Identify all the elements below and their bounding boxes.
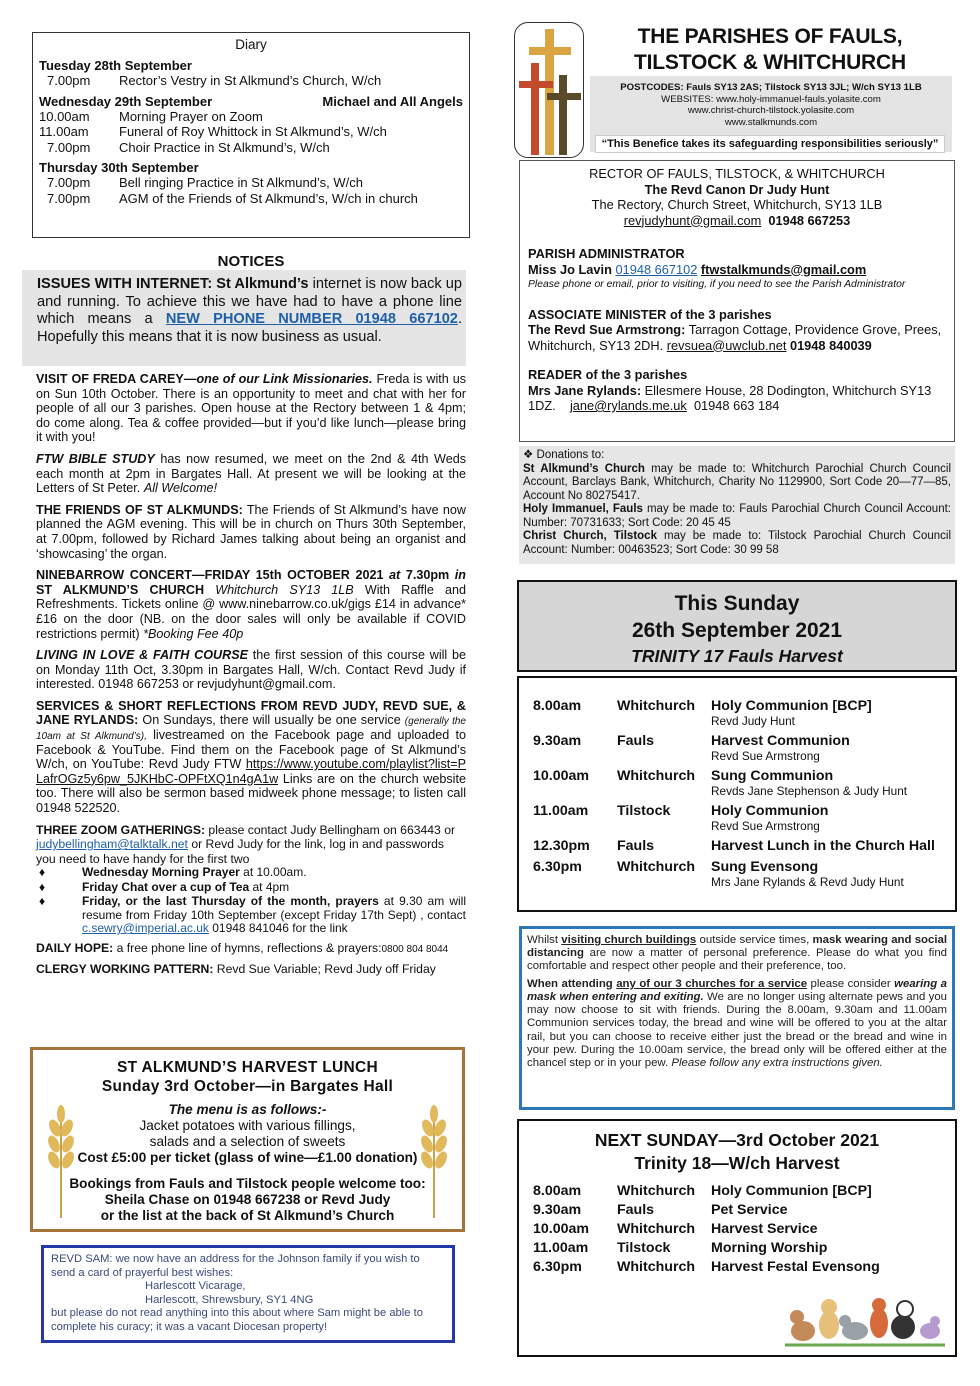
service-name: Harvest Lunch in the Church Hall: [711, 838, 935, 854]
this-sunday-line1: This Sunday: [674, 592, 800, 615]
zoom-item: [36, 895, 466, 936]
ninebarrow-fee: *Booking Fee 40p: [143, 626, 244, 641]
freda-lead-italic: one of our Link Missionaries.: [196, 372, 373, 386]
visiting-guidance-box: [519, 926, 955, 1110]
service-name: Sung Communion: [711, 768, 834, 784]
postcodes: POSTCODES: Fauls SY13 2AS; Tilstock SY13 3JL; W/ch SY13 1LB: [620, 82, 922, 93]
rector-email-link[interactable]: revjudyhunt@gmail.com: [623, 212, 762, 228]
diary-text: Morning Prayer on Zoom: [119, 108, 263, 124]
freda-lead: VISIT OF FREDA CAREY—: [36, 372, 197, 386]
diary-entry: [39, 175, 463, 191]
ninebarrow-text: With Raffle and Refreshments. Tickets online @ www.ninebarrow.co.uk/gigs £14 in advance* £16 on the door (NB. on the door sales will only be available if COVID restrictions permit): [36, 582, 466, 641]
diary-day-heading: [39, 94, 463, 109]
notices-list: [36, 372, 466, 983]
service-row: [519, 1202, 955, 1218]
service-officiant: Revd Sue Armstrong: [711, 749, 820, 763]
rector-phone: 01948 667253: [768, 212, 851, 228]
diary-day-label: Wednesday 29th September: [39, 93, 213, 109]
admin-name: Miss Jo Lavin: [528, 261, 612, 277]
diary-text: AGM of the Friends of St Alkmund’s, W/ch in church: [119, 190, 418, 206]
freda-text: Freda is with us on Sun 10th October. There is an opportunity to meet and chat with her for people of all our 3 parishes. Open house at the Rectory between 1 & 4pm; do come along. Tea & coffee provided—but if you’d like lunch—please bring it with you!: [36, 372, 466, 445]
diary-day-note: Michael and All Angels: [322, 93, 463, 109]
rector-name: The Revd Canon Dr Judy Hunt: [644, 181, 830, 197]
this-sunday-services: [517, 676, 957, 912]
zoom-item-text: [82, 881, 289, 895]
service-time: 10.00am: [533, 1221, 590, 1237]
service-row: [519, 1183, 955, 1199]
visit-p1c: are now a matter of personal preference. Please do what you find comfortable and respect other people and their preference, too.: [527, 947, 947, 973]
service-name: Sung Evensong: [711, 859, 819, 875]
service-row: [533, 838, 949, 854]
service-place: Fauls: [617, 733, 655, 749]
service-place: Fauls: [617, 838, 655, 854]
assoc-address: Tarragon Cottage, Providence Grove, Prees, Whitchurch, SY13 2DH.: [528, 322, 942, 353]
crosses-logo: [514, 22, 584, 158]
animals-illustration: [785, 1275, 945, 1347]
service-time: 10.00am: [533, 768, 590, 784]
service-name-cell: [711, 1240, 955, 1256]
daily-text: a free phone line of hymns, reflections & prayers:: [113, 940, 382, 955]
ninebarrow-time: 7.30pm: [405, 568, 450, 583]
diary-time: 7.00pm: [47, 190, 91, 206]
donation-3-lead: Christ Church, Tilstock: [523, 530, 657, 542]
service-place: Whitchurch: [617, 1221, 696, 1237]
admin-email-link[interactable]: ftwstalkmunds@gmail.com: [700, 261, 867, 277]
lunch-book3: or the list at the back of St Alkmund’s Church: [100, 1208, 395, 1223]
diary-time: 7.00pm: [47, 139, 91, 155]
lunch-cost: Cost £5:00 per ticket (glass of wine—£1.00 donation): [77, 1150, 418, 1165]
service-name: Harvest Festal Evensong: [711, 1259, 880, 1275]
service-time: 6.30pm: [533, 859, 582, 875]
diamond-bullet-icon: ♦: [39, 894, 46, 909]
assoc-email-link[interactable]: revsuea@uwclub.net: [666, 337, 787, 353]
notice-zoom: [36, 823, 466, 867]
harvest-lunch-box: [30, 1047, 465, 1232]
service-officiant: Mrs Jane Rylands & Revd Judy Hunt: [711, 875, 904, 889]
this-sunday-header: [517, 580, 957, 672]
visit-p2it: wearing a mask when entering and exiting.: [527, 977, 947, 1003]
notice-clergy-working: [36, 962, 466, 976]
diary-time: 10.00am: [39, 108, 90, 124]
new-phone-link[interactable]: NEW PHONE NUMBER 01948 667102: [165, 311, 458, 327]
website-3[interactable]: www.stalkmunds.com: [724, 116, 818, 128]
diamond-bullet-icon: ♦: [39, 879, 46, 894]
website-2[interactable]: www.christ-church-tilstock.yolasite.com: [687, 105, 855, 116]
service-name-cell: [711, 1202, 955, 1218]
clergy-working-lead: CLERGY WORKING PATTERN:: [36, 962, 214, 977]
clergy-contacts: [519, 160, 955, 442]
service-place: Whitchurch: [617, 859, 696, 875]
service-name: Pet Service: [711, 1202, 788, 1218]
service-name-cell: [711, 838, 949, 854]
bible-text: has now resumed, we meet on the 2nd & 4th Weds each month at 2pm in Bargates Hall. At present we will be looking at the Letters of St Peter.: [36, 451, 467, 496]
service-time: 11.00am: [533, 803, 589, 819]
wheat-icon: [39, 1098, 83, 1218]
service-place: Whitchurch: [617, 698, 696, 714]
service-place: Whitchurch: [617, 1183, 696, 1199]
diary-entry: [39, 191, 463, 207]
lunch-title: ST ALKMUND’S HARVEST LUNCH: [117, 1059, 378, 1076]
diary-text: Bell ringing Practice in St Alkmund’s, W/ch: [119, 175, 363, 190]
zoom-item-text: [82, 866, 307, 880]
service-place: Tilstock: [617, 803, 671, 819]
service-name: Morning Worship: [711, 1240, 828, 1256]
services-text2: livestreamed on the Facebook page and uploaded to Facebook & YouTube. Find them on the Facebook page of St Alkmund’s W/ch, on YouTube: Revd Judy FTW: [36, 728, 466, 772]
service-name-cell: [711, 698, 949, 728]
reader-phone: 01948 663 184: [693, 398, 780, 413]
rector-section: [528, 166, 946, 228]
reader-section: [528, 367, 946, 414]
notice-services: [36, 699, 466, 816]
lunch-book2: Sheila Chase on 01948 667238 or Revd Judy: [104, 1192, 391, 1207]
assoc-phone: 01948 840039: [789, 337, 872, 353]
donation-1: may be made to: Whitchurch Parochial Church Council Account, Barclays Bank, Whitchurch, Charity No 1129900, Sort Code 20—77—85, Account No 80275417.: [523, 462, 952, 502]
service-row: [533, 698, 949, 728]
donation-2: may be made to: Fauls Parochial Church Council Account: Number: 70731633; Sort Code: 20 45 45: [523, 503, 951, 529]
next-sunday-line2: Trinity 18—W/ch Harvest: [634, 1153, 840, 1173]
notices-title: NOTICES: [217, 253, 285, 270]
sam-addr2: Harlescott, Shrewsbury, SY1 4NG: [145, 1293, 314, 1306]
zoom-item-rest: at 9.30 am will resume from Friday 10th September (except Friday 17th Sept) , contact: [82, 894, 466, 922]
reader-title: READER of the 3 parishes: [528, 367, 688, 382]
service-row: [519, 1221, 955, 1237]
revd-sam-box: [41, 1245, 455, 1343]
services-text3: Links are on the church website too. There will also be sermon based midweek phone message; to listen call 01948 522520.: [36, 771, 466, 816]
zoom-text2: or Revd Judy for the link, log in and passwords you need to have handy for the first two: [36, 837, 445, 866]
zoom-item: [36, 866, 466, 880]
diary-text: Rector’s Vestry in St Alkmund’s Church, W/ch: [119, 73, 382, 88]
service-time: 9.30am: [533, 1202, 582, 1218]
zoom-lead: THREE ZOOM GATHERINGS:: [36, 822, 206, 837]
service-row: [533, 768, 949, 798]
services-small: (generally the 10am at St Alkmund’s),: [36, 716, 466, 743]
service-place: Whitchurch: [617, 1259, 696, 1275]
zoom-item-bold: Friday Chat over a cup of Tea: [82, 879, 250, 894]
diary-day-label: Tuesday 28th September: [39, 58, 192, 73]
service-place: Fauls: [617, 1202, 655, 1218]
next-sunday-services: [519, 1183, 955, 1275]
visit-p1u: visiting church buildings: [561, 934, 697, 946]
ninebarrow-venue: ST ALKMUND’S CHURCH: [36, 582, 205, 597]
service-time: 8.00am: [533, 1183, 582, 1199]
diary-day-heading: [39, 58, 463, 73]
diary-time: 11.00am: [39, 124, 89, 139]
donation-3: may be made to: Tilstock Parochial Church Council Account: Number: 00463523; Sort Code: 30 99 58: [523, 530, 951, 556]
notice-bible: [36, 452, 466, 496]
judy-bellingham-email-link[interactable]: judybellingham@talktalk.net: [36, 837, 188, 852]
service-time: 11.00am: [533, 1240, 589, 1256]
service-row: [519, 1240, 955, 1256]
diary-entry: [39, 73, 463, 89]
bible-lead: FTW BIBLE STUDY: [36, 451, 155, 466]
lunch-book1: Bookings from Fauls and Tilstock people welcome too:: [69, 1176, 426, 1191]
next-sunday-box: [517, 1119, 957, 1357]
diary-entry: [39, 109, 463, 125]
zoom-item: [36, 881, 466, 895]
internet-text1: internet is now back up and running. To achieve this we have had to have a phone line which means a: [37, 276, 462, 327]
service-name: Harvest Communion: [711, 733, 850, 749]
ninebarrow-in: in: [449, 568, 467, 583]
safeguarding-statement: “This Benefice takes its safeguarding responsibilities seriously”: [595, 135, 945, 153]
visit-p1b: outside service times,: [696, 934, 813, 946]
service-name-cell: [711, 859, 949, 889]
zoom-item-rest: at 10.00am.: [239, 865, 307, 880]
visit-p1bold: mask wearing and social distancing: [527, 934, 947, 960]
service-time: 8.00am: [533, 698, 582, 714]
diary-box: [32, 32, 470, 238]
reader-name: Mrs Jane Rylands:: [528, 382, 642, 398]
youtube-link[interactable]: https://www.youtube.com/playlist?list=PLafrOGz5y6pw_5JKHbC-OPFtXQ1n4gA1w: [36, 757, 466, 786]
rector-title: RECTOR OF FAULS, TILSTOCK, & WHITCHURCH: [589, 166, 885, 181]
title-line2: TILSTOCK & WHITCHURCH: [634, 51, 906, 74]
zoom-text1: please contact Judy Bellingham on 663443 or: [205, 822, 456, 837]
diary-days: [39, 58, 463, 206]
service-name-cell: [711, 768, 949, 798]
admin-title: PARISH ADMINISTRATOR: [528, 246, 685, 261]
living-text: the first session of this course will be on Monday 11th Oct, 3.30pm in Bargates Hall, W/ch. Contact Revd Judy if interested. 01948 667253 or revjudyhunt@gmail.com.: [36, 648, 467, 692]
wheat-icon: [412, 1098, 456, 1218]
service-name-cell: [711, 733, 949, 763]
admin-phone-link[interactable]: 01948 667102: [615, 261, 698, 277]
assoc-name: The Revd Sue Armstrong:: [528, 322, 686, 337]
diary-day-heading: [39, 160, 463, 175]
diamond-bullet-icon: ❖: [523, 449, 534, 461]
diary-title: Diary: [235, 37, 267, 52]
notice-freda: [36, 372, 466, 445]
zoom-item-rest2: 01948 841046 for the link: [208, 921, 348, 936]
service-name: Harvest Service: [711, 1221, 818, 1237]
service-row: [533, 859, 949, 889]
service-row: [533, 803, 949, 833]
service-time: 9.30am: [533, 733, 582, 749]
reader-email-link[interactable]: jane@rylands.me.uk: [569, 398, 687, 413]
service-officiant: Revds Jane Stephenson & Judy Hunt: [711, 784, 908, 798]
service-name: Holy Communion: [711, 803, 829, 819]
diary-text: Funeral of Roy Whittock in St Alkmund’s, W/ch: [119, 124, 387, 139]
service-place: Tilstock: [617, 1240, 671, 1256]
donation-2-lead: Holy Immanuel, Fauls: [523, 503, 643, 515]
services-lead: SERVICES & SHORT REFLECTIONS FROM REVD JUDY, REVD SUE, & JANE RYLANDS:: [36, 698, 466, 728]
services-text1: On Sundays, there will usually be one service: [138, 713, 405, 728]
notice-daily-hope: [36, 941, 466, 956]
service-name: Holy Communion [BCP]: [711, 1183, 872, 1199]
living-lead: LIVING IN LOVE & FAITH COURSE: [36, 648, 249, 663]
service-officiant: Revd Sue Armstrong: [711, 819, 820, 833]
ninebarrow-lead: NINEBARROW CONCERT—FRIDAY 15th OCTOBER 2021: [36, 568, 384, 583]
friends-text: The Friends of St Alkmund’s have now planned the AGM evening. This will be in church on Thurs 30th September, at 7.00pm, followed by Richard James talking about being an organist and ‘showcasing’ the organ.: [36, 502, 467, 561]
assoc-section: [528, 307, 946, 354]
service-time: 6.30pm: [533, 1259, 582, 1275]
diary-time: 7.00pm: [47, 175, 91, 190]
sam-addr1: Harlescott Vicarage,: [145, 1280, 246, 1292]
sam-text2: but please do not read anything into this about where Sam might be able to complete his curacy; it was a vacant Diocesan property!: [51, 1307, 423, 1333]
this-sunday-feast: TRINITY 17 Fauls Harvest: [631, 646, 843, 666]
diamond-bullet-icon: ♦: [39, 865, 46, 880]
service-time: 12.30pm: [533, 838, 590, 854]
service-name: Holy Communion [BCP]: [711, 698, 872, 714]
lunch-menu-heading: The menu is as follows:-: [168, 1102, 327, 1117]
ninebarrow-at: at: [383, 568, 406, 583]
next-sunday-line1: NEXT SUNDAY—3rd October 2021: [594, 1130, 880, 1150]
notice-living: [36, 648, 466, 692]
daily-lead: DAILY HOPE:: [36, 940, 114, 955]
ninebarrow-place: Whitchurch SY13 1LB: [204, 582, 354, 597]
visit-p2end: Please follow any extra instructions given.: [671, 1056, 883, 1069]
diary-entry: [39, 124, 463, 140]
service-place: Whitchurch: [617, 768, 696, 784]
admin-note: Please phone or email, prior to visiting, if you need to see the Parish Administrator: [528, 279, 906, 290]
notice-friends: [36, 503, 466, 561]
service-name-cell: [711, 1259, 955, 1275]
service-officiant: Revd Judy Hunt: [711, 714, 795, 728]
diary-day-label: Thursday 30th September: [39, 160, 199, 175]
zoom-item-bold: Friday, or the last Thursday of the month, prayers: [82, 894, 379, 909]
donations-box: [519, 446, 955, 564]
assoc-title: ASSOCIATE MINISTER of the 3 parishes: [528, 306, 772, 322]
internet-notice: [22, 270, 466, 366]
donation-1-lead: St Alkmund’s Church: [523, 462, 645, 475]
visit-p2u: any of our 3 churches for a service: [616, 977, 808, 990]
visit-p2a: When attending: [527, 977, 617, 990]
visit-p2b: please consider: [807, 977, 895, 990]
title-line1: THE PARISHES OF FAULS,: [637, 25, 903, 48]
service-name-cell: [711, 1183, 955, 1199]
website-1[interactable]: WEBSITES: www.holy-immanuel-fauls.yolasite.com: [661, 93, 881, 105]
reader-address: Ellesmere House, 28 Dodington, Whitchurch SY13 1DZ.: [528, 382, 932, 413]
service-row: [533, 733, 949, 763]
diary-time: 7.00pm: [47, 73, 91, 88]
internet-lead: ISSUES WITH INTERNET: St Alkmund’s: [37, 276, 309, 292]
zoom-email-link[interactable]: c.sewry@imperial.ac.uk: [82, 921, 209, 936]
visit-p2c: We are no longer using alternate pews and you may now choose to sit with friends. During the 8.00am, 9.30am and 11.00am Communion services today, the bread and wine will be offered to you at the altar rail, but you can choose to receive either just the bread or the bread and wine in your pew. During the 10.00am service, the bread only will be offered either at the chancel step or in your pew.: [527, 990, 947, 1069]
notice-ninebarrow: [36, 568, 466, 641]
service-name-cell: [711, 803, 949, 833]
sam-text1: REVD SAM: we now have an address for the Johnson family if you wish to send a card of prayerful best wishes:: [51, 1253, 420, 1279]
parishes-title: [590, 24, 950, 76]
daily-number: 0800 804 8044: [381, 943, 449, 955]
zoom-item-rest: at 4pm: [249, 879, 290, 894]
zoom-list: [36, 866, 466, 936]
lunch-line1: Jacket potatoes with various fillings,: [139, 1118, 356, 1133]
diary-text: Choir Practice in St Alkmund’s, W/ch: [119, 139, 330, 155]
clergy-working-text: Revd Sue Variable; Revd Judy off Friday: [213, 962, 436, 977]
this-sunday-date: 26th September 2021: [631, 619, 843, 642]
zoom-item-bold: Wednesday Morning Prayer: [82, 865, 240, 880]
rector-address: The Rectory, Church Street, Whitchurch, SY13 1LB: [591, 197, 883, 212]
donations-title: Donations to:: [536, 449, 605, 461]
lunch-subtitle: Sunday 3rd October—in Bargates Hall: [101, 1078, 394, 1095]
lunch-line2: salads and a selection of sweets: [149, 1134, 346, 1149]
zoom-item-text: [82, 895, 466, 936]
visit-p1a: Whilst: [527, 934, 562, 946]
diary-entry: [39, 140, 463, 156]
admin-section: [528, 246, 946, 293]
service-row: [519, 1259, 955, 1275]
bible-tail: All Welcome!: [143, 481, 218, 496]
service-name-cell: [711, 1221, 955, 1237]
friends-lead: THE FRIENDS OF ST ALKMUNDS:: [36, 502, 243, 517]
internet-text2: . Hopefully this means that it is now business as usual.: [37, 311, 462, 345]
